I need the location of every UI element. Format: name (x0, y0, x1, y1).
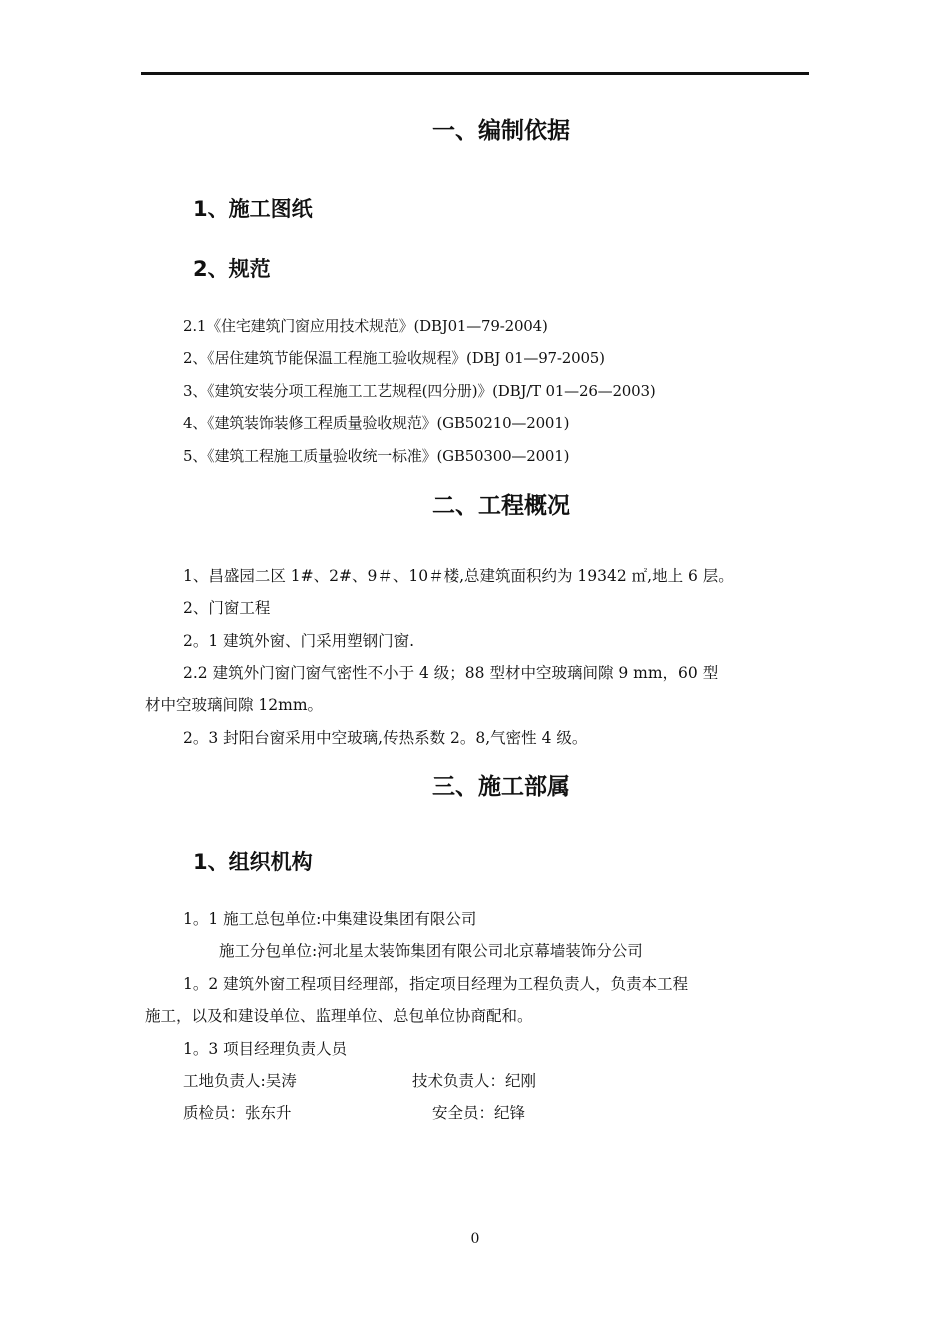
overview-line: 2。1 建筑外窗、门采用塑钢门窗. (183, 632, 415, 650)
page-number: 0 (470, 1231, 480, 1247)
standard-item: 4、《建筑装饰装修工程质量验收规范》(GB50210—2001) (183, 414, 570, 432)
overview-line: 材中空玻璃间隙 12mm。 (145, 696, 324, 714)
subheading-standards: 2、规范 (193, 257, 271, 281)
overview-line: 2.2 建筑外门窗门窗气密性不小于 4 级；88 型材中空玻璃间隙 9 mm，60 型 (183, 664, 719, 682)
standard-item: 2、《居住建筑节能保温工程施工验收规程》(DBJ 01—97-2005) (183, 349, 605, 367)
overview-line: 2。3 封阳台窗采用中空玻璃,传热系数 2。8,气密性 4 级。 (183, 729, 588, 747)
standard-item: 5、《建筑工程施工质量验收统一标准》(GB50300—2001) (183, 447, 570, 465)
standard-item: 3、《建筑安装分项工程施工工艺规程(四分册)》(DBJ/T 01—26—2003) (183, 382, 656, 400)
personnel-site-manager: 工地负责人:吴涛 (183, 1072, 297, 1090)
subheading-organization: 1、组织机构 (193, 850, 313, 874)
personnel-safety-officer: 安全员：纪锋 (432, 1104, 526, 1122)
heading-overview: 二、工程概况 (432, 493, 570, 519)
organization-line: 1。3 项目经理负责人员 (183, 1040, 348, 1058)
header-rule (141, 72, 809, 75)
subheading-drawings: 1、施工图纸 (193, 197, 313, 221)
standard-item: 2.1《住宅建筑门窗应用技术规范》(DBJ01—79-2004) (183, 317, 548, 335)
organization-line: 1。2 建筑外窗工程项目经理部，指定项目经理为工程负责人，负责本工程 (183, 975, 689, 993)
overview-line: 1、昌盛园二区 1#、2#、9＃、10＃楼,总建筑面积约为 19342 ㎡,地上 6 层。 (183, 567, 734, 585)
organization-line: 施工分包单位:河北星太装饰集团有限公司北京幕墙装饰分公司 (219, 942, 643, 960)
heading-department: 三、施工部属 (432, 774, 570, 800)
personnel-inspector: 质检员：张东升 (183, 1104, 292, 1122)
overview-line: 2、门窗工程 (183, 599, 271, 617)
personnel-tech-manager: 技术负责人：纪刚 (412, 1072, 537, 1090)
heading-basis: 一、编制依据 (432, 118, 570, 144)
organization-line: 1。1 施工总包单位:中集建设集团有限公司 (183, 910, 477, 928)
organization-line: 施工，以及和建设单位、监理单位、总包单位协商配和。 (145, 1007, 533, 1025)
